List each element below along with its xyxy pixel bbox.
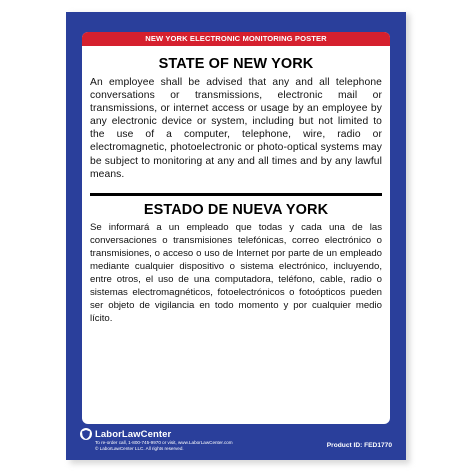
shield-logo-icon [80,428,92,440]
poster-footer [80,428,392,456]
section-divider [90,193,382,196]
poster [66,12,406,460]
logo-text: LaborLawCenter [95,428,172,440]
copyright-text: © LaborLawCenter LLC. All rights reserved. [95,446,184,451]
english-body: An employee shall be advised that any and all telephone conversations or transmissions, electronic mail or transmissions, or internet access or usage by an employee by any electronic device or system, including but not limited to the use of a computer, telephone, wire, radio or electromagnetic, photoelectronic or photo-optical systems may be subject to monitoring at any and all times and by any lawful means. [90,77,382,180]
poster-banner: NEW YORK ELECTRONIC MONITORING POSTER [82,32,390,46]
logo [80,428,392,440]
poster-content-panel [82,32,390,424]
english-section [82,56,390,181]
spanish-title: ESTADO DE NUEVA YORK [143,201,329,218]
reorder-text: To re-order call, 1-800-745-9970 or visit, www.LaborLawCenter.com [95,440,233,445]
spanish-body: Se informará a un empleado que todas y cada una de las conversaciones o transmisiones telefónicas, correo electrónico o transmisiones, o acceso o uso de Internet por parte de un empleado mediante cualquier dispositivo o sistema electrónico, incluyendo, entre otros, el uso de una computadora, teléfono, cable, radio o sistemas electromagnéticos, fotoelectrónicos o fotoópticos pueden ser objeto de vigilancia en todo momento y por cualquier medio lícito. [90,221,382,325]
english-title: STATE OF NEW YORK [158,56,314,72]
spanish-section [82,202,390,326]
product-id: Product ID: FED1770 [326,442,392,449]
